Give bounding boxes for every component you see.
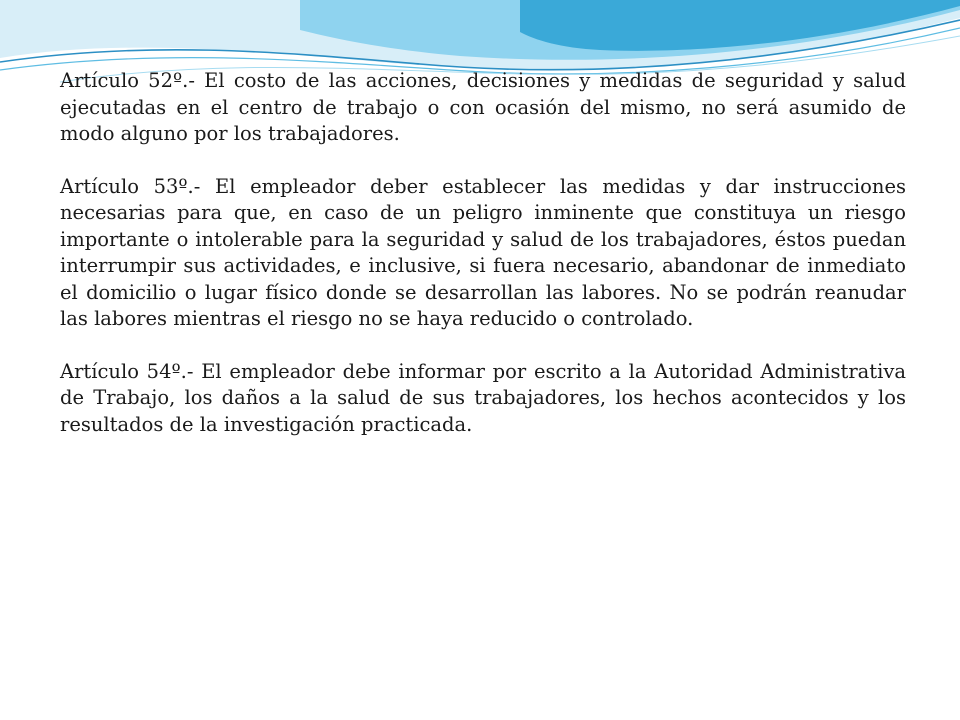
articles-content <box>60 68 906 464</box>
article-52: Artículo 52º.- El costo de las acciones, decisiones y medidas de seguridad y salud ejecutadas en el centro de trabajo o con ocasión del mismo, no será asumido de modo alguno por los trabajadores. <box>60 69 906 145</box>
article-53: Artículo 53º.- El empleador deber establecer las medidas y dar instrucciones necesarias para que, en caso de un peligro inminente que constituya un riesgo importante o intolerable para la seguridad y salud de los trabajadores, éstos puedan interrumpir sus actividades, e inclusive, si fuera necesario, abandonar de inmediato el domicilio o lugar físico donde se desarrollan las labores. No se podrán reanudar las labores mientras el riesgo no se haya reducido o controlado. <box>60 174 906 330</box>
article-54: Artículo 54º.- El empleador debe informar por escrito a la Autoridad Administrativa de Trabajo, los daños a la salud de sus trabajadores, los hechos acontecidos y los resultados de la investigación practicada. <box>60 359 906 436</box>
